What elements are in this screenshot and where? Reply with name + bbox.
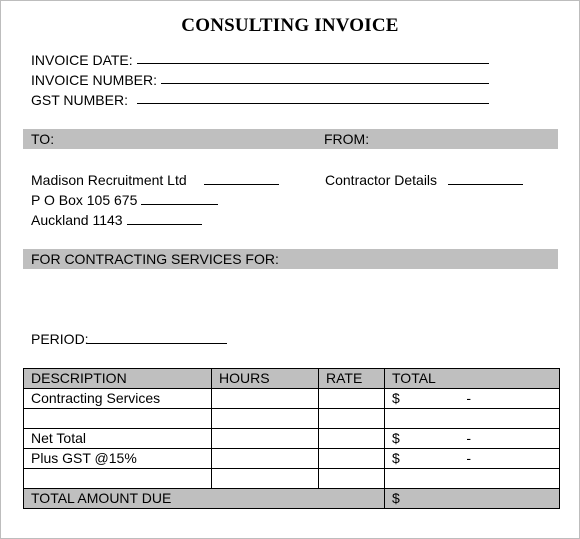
row-description[interactable]: Net Total bbox=[24, 429, 212, 449]
table-row bbox=[24, 389, 560, 409]
services-band bbox=[23, 249, 558, 269]
to-address-line-1: Madison Recruitment Ltd bbox=[31, 172, 187, 188]
row-description[interactable]: Contracting Services bbox=[24, 389, 212, 409]
row-hours[interactable] bbox=[212, 469, 319, 489]
row-currency: $ bbox=[392, 430, 400, 446]
invoice-date-label: INVOICE DATE: bbox=[31, 52, 133, 68]
table-row bbox=[24, 429, 560, 449]
row-currency: $ bbox=[392, 390, 400, 406]
column-header-total: TOTAL bbox=[385, 369, 560, 389]
invoice-title: CONSULTING INVOICE bbox=[181, 15, 399, 36]
row-description[interactable]: Plus GST @15% bbox=[24, 449, 212, 469]
to-address-line-3: Auckland 1143 bbox=[31, 212, 123, 228]
from-label: FROM: bbox=[324, 131, 370, 147]
total-amount-row bbox=[24, 489, 560, 509]
row-description[interactable] bbox=[24, 409, 212, 429]
total-amount-label: TOTAL AMOUNT DUE bbox=[24, 489, 385, 509]
column-header-description: DESCRIPTION bbox=[24, 369, 212, 389]
row-rate[interactable] bbox=[319, 449, 385, 469]
total-amount-value[interactable] bbox=[385, 489, 560, 509]
row-hours[interactable] bbox=[212, 409, 319, 429]
invoice-table bbox=[23, 368, 560, 509]
row-hours[interactable] bbox=[212, 389, 319, 409]
invoice-date-field[interactable] bbox=[137, 63, 489, 64]
row-total[interactable] bbox=[385, 449, 560, 469]
to-from-band bbox=[23, 129, 558, 149]
table-row bbox=[24, 469, 560, 489]
row-total[interactable] bbox=[385, 389, 560, 409]
from-address-line-1-field[interactable] bbox=[448, 184, 523, 185]
to-address-line-2: P O Box 105 675 bbox=[31, 192, 138, 208]
invoice-number-label: INVOICE NUMBER: bbox=[31, 72, 158, 88]
row-rate[interactable] bbox=[319, 469, 385, 489]
gst-number-label: GST NUMBER: bbox=[31, 92, 128, 108]
row-rate[interactable] bbox=[319, 409, 385, 429]
table-row bbox=[24, 449, 560, 469]
gst-number-field[interactable] bbox=[137, 103, 489, 104]
row-description[interactable] bbox=[24, 469, 212, 489]
to-address-line-2-field[interactable] bbox=[141, 204, 218, 205]
row-hours[interactable] bbox=[212, 449, 319, 469]
row-currency: $ bbox=[392, 450, 400, 466]
row-amount: - bbox=[466, 450, 471, 466]
table-row bbox=[24, 409, 560, 429]
row-hours[interactable] bbox=[212, 429, 319, 449]
from-address-line-1: Contractor Details bbox=[325, 172, 438, 188]
column-header-hours: HOURS bbox=[212, 369, 319, 389]
services-label: FOR CONTRACTING SERVICES FOR: bbox=[31, 251, 279, 267]
row-total[interactable] bbox=[385, 409, 560, 429]
to-address-line-1-field[interactable] bbox=[204, 184, 279, 185]
to-address-line-3-field[interactable] bbox=[127, 224, 202, 225]
column-header-rate: RATE bbox=[319, 369, 385, 389]
row-total[interactable] bbox=[385, 469, 560, 489]
row-rate[interactable] bbox=[319, 429, 385, 449]
row-total[interactable] bbox=[385, 429, 560, 449]
period-label: PERIOD: bbox=[31, 331, 89, 347]
row-amount: - bbox=[466, 390, 471, 406]
row-rate[interactable] bbox=[319, 389, 385, 409]
table-header-row bbox=[24, 369, 560, 389]
total-currency: $ bbox=[392, 490, 400, 506]
period-field[interactable] bbox=[87, 343, 227, 344]
invoice-number-field[interactable] bbox=[161, 83, 489, 84]
to-label: TO: bbox=[31, 131, 55, 147]
row-amount: - bbox=[466, 430, 471, 446]
